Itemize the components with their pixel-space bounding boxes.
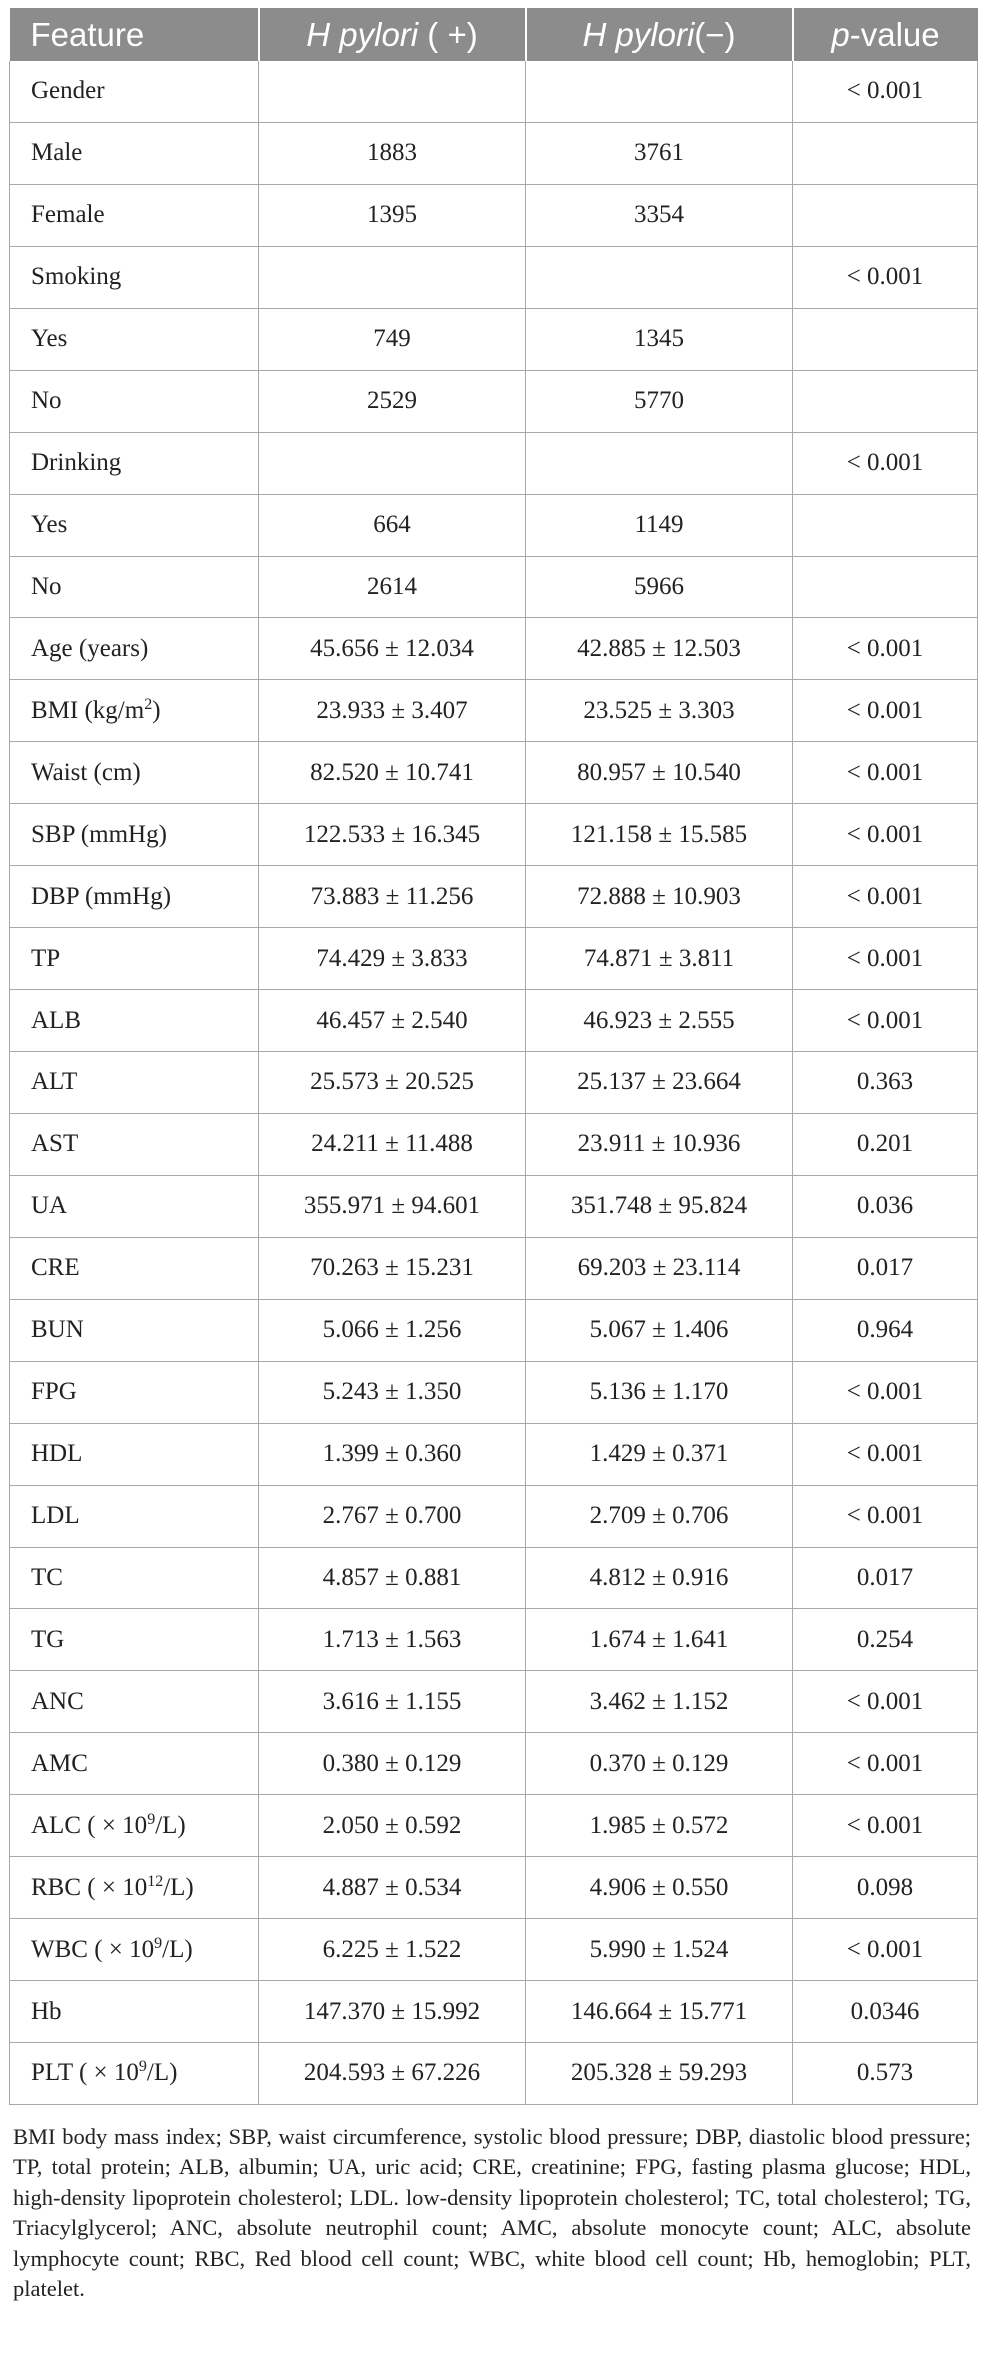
- hp-positive-cell: 5.243 ± 1.350: [259, 1361, 526, 1423]
- p-value-cell: < 0.001: [793, 928, 978, 990]
- feature-cell: [10, 122, 259, 184]
- hp-positive-cell: 749: [259, 308, 526, 370]
- feature-label-suffix: /L): [146, 2059, 178, 2087]
- p-value-cell: 0.201: [793, 1113, 978, 1175]
- header-p-value-suffix: -value: [849, 15, 940, 53]
- p-value-cell: [793, 370, 978, 432]
- feature-label-suffix: ): [152, 696, 161, 724]
- feature-label-suffix: /L): [162, 1935, 193, 1963]
- table-row: [10, 990, 978, 1052]
- p-value-cell: 0.098: [793, 1857, 978, 1919]
- p-value-cell: < 0.001: [793, 246, 978, 308]
- hp-negative-cell: 80.957 ± 10.540: [526, 742, 793, 804]
- feature-label: ALB: [31, 1006, 81, 1034]
- hp-positive-cell: 1.399 ± 0.360: [259, 1423, 526, 1485]
- header-hp-positive: [259, 8, 526, 61]
- table-row: [10, 122, 978, 184]
- table-row: [10, 1113, 978, 1175]
- p-value-cell: < 0.001: [793, 1485, 978, 1547]
- hp-negative-cell: 72.888 ± 10.903: [526, 866, 793, 928]
- feature-label: ALC ( × 10: [31, 1811, 148, 1839]
- feature-cell: [10, 1423, 259, 1485]
- feature-cell: [10, 556, 259, 618]
- feature-cell: [10, 1733, 259, 1795]
- table-row: [10, 1547, 978, 1609]
- p-value-cell: < 0.001: [793, 804, 978, 866]
- table-row: [10, 1981, 978, 2043]
- p-value-cell: 0.036: [793, 1175, 978, 1237]
- hp-positive-cell: 74.429 ± 3.833: [259, 928, 526, 990]
- feature-label: UA: [31, 1192, 68, 1220]
- hp-positive-cell: 46.457 ± 2.540: [259, 990, 526, 1052]
- hp-negative-cell: [526, 246, 793, 308]
- hp-positive-cell: 2.050 ± 0.592: [259, 1795, 526, 1857]
- feature-cell: [10, 2043, 259, 2105]
- table-header: [10, 8, 978, 61]
- feature-label-superscript: 9: [154, 1934, 163, 1952]
- feature-label: Gender: [31, 77, 105, 105]
- hp-negative-cell: 1.985 ± 0.572: [526, 1795, 793, 1857]
- feature-label: Male: [31, 139, 83, 167]
- table-row: [10, 184, 978, 246]
- feature-label: No: [31, 572, 62, 600]
- p-value-cell: < 0.001: [793, 61, 978, 122]
- hp-negative-cell: 23.525 ± 3.303: [526, 680, 793, 742]
- table-row: [10, 1671, 978, 1733]
- p-value-cell: 0.254: [793, 1609, 978, 1671]
- hp-positive-cell: [259, 246, 526, 308]
- p-value-cell: [793, 184, 978, 246]
- feature-cell: [10, 370, 259, 432]
- hp-negative-cell: 5.990 ± 1.524: [526, 1919, 793, 1981]
- feature-label: AST: [31, 1130, 79, 1158]
- p-value-cell: < 0.001: [793, 1795, 978, 1857]
- feature-label: Drinking: [31, 449, 122, 477]
- hp-positive-cell: 147.370 ± 15.992: [259, 1981, 526, 2043]
- p-value-cell: 0.573: [793, 2043, 978, 2105]
- table-row: [10, 1052, 978, 1114]
- table-row: [10, 556, 978, 618]
- feature-label: Smoking: [31, 263, 122, 291]
- feature-label: AMC: [31, 1749, 88, 1777]
- hp-positive-cell: 0.380 ± 0.129: [259, 1733, 526, 1795]
- table-row: [10, 1237, 978, 1299]
- table-row: [10, 432, 978, 494]
- hp-positive-cell: 4.887 ± 0.534: [259, 1857, 526, 1919]
- p-value-cell: < 0.001: [793, 1733, 978, 1795]
- p-value-cell: < 0.001: [793, 1919, 978, 1981]
- feature-label: DBP (mmHg): [31, 882, 172, 910]
- feature-label: Yes: [31, 511, 68, 539]
- feature-label-superscript: 2: [144, 695, 153, 713]
- feature-label: No: [31, 387, 62, 415]
- feature-cell: [10, 1919, 259, 1981]
- p-value-cell: < 0.001: [793, 866, 978, 928]
- hp-positive-cell: 6.225 ± 1.522: [259, 1919, 526, 1981]
- table-row: [10, 1361, 978, 1423]
- table-row: [10, 866, 978, 928]
- header-feature: Feature: [10, 8, 259, 61]
- table-row: [10, 494, 978, 556]
- header-hp-negative-suffix: (−): [694, 15, 736, 53]
- feature-cell: [10, 990, 259, 1052]
- feature-label: PLT ( × 10: [31, 2059, 139, 2087]
- hp-negative-cell: 3.462 ± 1.152: [526, 1671, 793, 1733]
- hp-positive-cell: 2.767 ± 0.700: [259, 1485, 526, 1547]
- hp-negative-cell: 69.203 ± 23.114: [526, 1237, 793, 1299]
- feature-label-superscript: 9: [147, 1810, 156, 1828]
- feature-label: RBC ( × 10: [31, 1873, 148, 1901]
- table-row: [10, 618, 978, 680]
- hp-negative-cell: 5.136 ± 1.170: [526, 1361, 793, 1423]
- p-value-cell: 0.363: [793, 1052, 978, 1114]
- hp-negative-cell: 5.067 ± 1.406: [526, 1299, 793, 1361]
- table-row: [10, 1609, 978, 1671]
- hp-positive-cell: 3.616 ± 1.155: [259, 1671, 526, 1733]
- feature-cell: [10, 680, 259, 742]
- feature-label: BUN: [31, 1316, 84, 1344]
- header-hp-positive-suffix: ( +): [418, 15, 478, 53]
- p-value-cell: [793, 308, 978, 370]
- feature-cell: [10, 246, 259, 308]
- header-row: [10, 8, 978, 61]
- hp-positive-cell: 70.263 ± 15.231: [259, 1237, 526, 1299]
- table-row: [10, 1919, 978, 1981]
- hp-negative-cell: 74.871 ± 3.811: [526, 928, 793, 990]
- feature-label: WBC ( × 10: [31, 1935, 155, 1963]
- feature-label: Yes: [31, 325, 68, 353]
- feature-label: Hb: [31, 1997, 62, 2025]
- hp-negative-cell: 5770: [526, 370, 793, 432]
- p-value-cell: < 0.001: [793, 432, 978, 494]
- hp-negative-cell: 23.911 ± 10.936: [526, 1113, 793, 1175]
- table-row: [10, 1299, 978, 1361]
- p-value-cell: 0.017: [793, 1547, 978, 1609]
- feature-cell: [10, 1299, 259, 1361]
- table-row: [10, 370, 978, 432]
- feature-label: LDL: [31, 1502, 80, 1530]
- p-value-cell: < 0.001: [793, 1361, 978, 1423]
- feature-label: TG: [31, 1625, 65, 1653]
- table-body: [10, 61, 978, 2104]
- feature-cell: [10, 928, 259, 990]
- feature-cell: [10, 1485, 259, 1547]
- feature-label: Waist (cm): [31, 758, 141, 786]
- hp-positive-cell: [259, 432, 526, 494]
- table-row: [10, 1423, 978, 1485]
- data-table: [9, 8, 978, 2105]
- feature-cell: [10, 1113, 259, 1175]
- hp-positive-cell: 24.211 ± 11.488: [259, 1113, 526, 1175]
- feature-label: Female: [31, 201, 105, 229]
- p-value-cell: [793, 122, 978, 184]
- feature-cell: [10, 1237, 259, 1299]
- feature-cell: [10, 1052, 259, 1114]
- hp-positive-cell: 82.520 ± 10.741: [259, 742, 526, 804]
- table-row: [10, 680, 978, 742]
- p-value-cell: 0.964: [793, 1299, 978, 1361]
- feature-cell: [10, 1981, 259, 2043]
- hp-positive-cell: [259, 61, 526, 122]
- hp-negative-cell: 121.158 ± 15.585: [526, 804, 793, 866]
- header-p-value-italic: p: [831, 15, 850, 53]
- feature-label: TP: [31, 944, 61, 972]
- feature-cell: [10, 1857, 259, 1919]
- feature-label: ANC: [31, 1687, 84, 1715]
- hp-negative-cell: 146.664 ± 15.771: [526, 1981, 793, 2043]
- feature-cell: [10, 1609, 259, 1671]
- hp-negative-cell: 351.748 ± 95.824: [526, 1175, 793, 1237]
- table-row: [10, 308, 978, 370]
- feature-cell: [10, 432, 259, 494]
- table-row: [10, 1175, 978, 1237]
- header-hp-negative: [526, 8, 793, 61]
- hp-positive-cell: 1.713 ± 1.563: [259, 1609, 526, 1671]
- hp-negative-cell: 1149: [526, 494, 793, 556]
- feature-cell: [10, 184, 259, 246]
- hp-positive-cell: 1395: [259, 184, 526, 246]
- p-value-cell: < 0.001: [793, 1671, 978, 1733]
- hp-positive-cell: 664: [259, 494, 526, 556]
- feature-cell: [10, 804, 259, 866]
- hp-positive-cell: 5.066 ± 1.256: [259, 1299, 526, 1361]
- hp-positive-cell: 1883: [259, 122, 526, 184]
- table-row: [10, 1857, 978, 1919]
- feature-cell: [10, 1671, 259, 1733]
- hp-positive-cell: 2614: [259, 556, 526, 618]
- feature-cell: [10, 494, 259, 556]
- table-row: [10, 928, 978, 990]
- table-container: [9, 8, 977, 2305]
- feature-label: SBP (mmHg): [31, 820, 167, 848]
- hp-negative-cell: [526, 61, 793, 122]
- hp-positive-cell: 122.533 ± 16.345: [259, 804, 526, 866]
- hp-positive-cell: 45.656 ± 12.034: [259, 618, 526, 680]
- feature-cell: [10, 1175, 259, 1237]
- header-hp-positive-italic: H pylori: [306, 15, 419, 53]
- hp-positive-cell: 23.933 ± 3.407: [259, 680, 526, 742]
- table-footnote: BMI body mass index; SBP, waist circumference, systolic blood pressure; DBP, diastolic blood pressure; TP, total protein; ALB, albumin; UA, uric acid; CRE, creatinine; FPG, fasting plasma glucose; HDL, high-density lipoprotein cholesterol; LDL. low-density lipoprotein cholesterol; TC, total cholesterol; TG, Triacylglycerol; ANC, absolute neutrophil count; AMC, absolute monocyte count; ALC, absolute lymphocyte count; RBC, Red blood cell count; WBC, white blood cell count; Hb, hemoglobin; PLT, platelet.: [13, 2123, 971, 2302]
- hp-positive-cell: 25.573 ± 20.525: [259, 1052, 526, 1114]
- hp-positive-cell: 4.857 ± 0.881: [259, 1547, 526, 1609]
- p-value-cell: < 0.001: [793, 990, 978, 1052]
- hp-negative-cell: 3354: [526, 184, 793, 246]
- header-hp-negative-italic: H pylori: [582, 15, 695, 53]
- hp-negative-cell: 0.370 ± 0.129: [526, 1733, 793, 1795]
- hp-negative-cell: 25.137 ± 23.664: [526, 1052, 793, 1114]
- feature-cell: [10, 1547, 259, 1609]
- table-row: [10, 1795, 978, 1857]
- feature-label-suffix: /L): [163, 1873, 194, 1901]
- feature-cell: [10, 866, 259, 928]
- p-value-cell: < 0.001: [793, 680, 978, 742]
- hp-negative-cell: 5966: [526, 556, 793, 618]
- feature-cell: [10, 1795, 259, 1857]
- feature-label-superscript: 9: [138, 2058, 147, 2076]
- table-row: [10, 61, 978, 122]
- hp-negative-cell: [526, 432, 793, 494]
- table-row: [10, 1733, 978, 1795]
- p-value-cell: < 0.001: [793, 618, 978, 680]
- p-value-cell: < 0.001: [793, 1423, 978, 1485]
- feature-cell: [10, 61, 259, 122]
- table-row: [10, 804, 978, 866]
- p-value-cell: [793, 494, 978, 556]
- feature-label-suffix: /L): [155, 1811, 186, 1839]
- table-row: [10, 246, 978, 308]
- hp-negative-cell: 3761: [526, 122, 793, 184]
- hp-positive-cell: 2529: [259, 370, 526, 432]
- hp-positive-cell: 73.883 ± 11.256: [259, 866, 526, 928]
- feature-label: ALT: [31, 1068, 78, 1096]
- hp-negative-cell: 1345: [526, 308, 793, 370]
- table-row: [10, 742, 978, 804]
- feature-label: HDL: [31, 1440, 83, 1468]
- feature-label: FPG: [31, 1378, 77, 1406]
- hp-positive-cell: 355.971 ± 94.601: [259, 1175, 526, 1237]
- p-value-cell: < 0.001: [793, 742, 978, 804]
- p-value-cell: [793, 556, 978, 618]
- feature-label: TC: [31, 1563, 63, 1591]
- hp-negative-cell: 4.906 ± 0.550: [526, 1857, 793, 1919]
- hp-negative-cell: 4.812 ± 0.916: [526, 1547, 793, 1609]
- feature-label: Age (years): [31, 634, 149, 662]
- hp-negative-cell: 205.328 ± 59.293: [526, 2043, 793, 2105]
- feature-cell: [10, 742, 259, 804]
- feature-cell: [10, 308, 259, 370]
- feature-label-superscript: 12: [147, 1872, 164, 1890]
- hp-negative-cell: 1.674 ± 1.641: [526, 1609, 793, 1671]
- p-value-cell: 0.017: [793, 1237, 978, 1299]
- table-row: [10, 2043, 978, 2105]
- p-value-cell: 0.0346: [793, 1981, 978, 2043]
- feature-cell: [10, 1361, 259, 1423]
- hp-negative-cell: 42.885 ± 12.503: [526, 618, 793, 680]
- hp-negative-cell: 46.923 ± 2.555: [526, 990, 793, 1052]
- feature-cell: [10, 618, 259, 680]
- table-row: [10, 1485, 978, 1547]
- hp-negative-cell: 2.709 ± 0.706: [526, 1485, 793, 1547]
- hp-negative-cell: 1.429 ± 0.371: [526, 1423, 793, 1485]
- header-p-value: [793, 8, 978, 61]
- feature-label: BMI (kg/m: [31, 696, 145, 724]
- hp-positive-cell: 204.593 ± 67.226: [259, 2043, 526, 2105]
- feature-label: CRE: [31, 1254, 80, 1282]
